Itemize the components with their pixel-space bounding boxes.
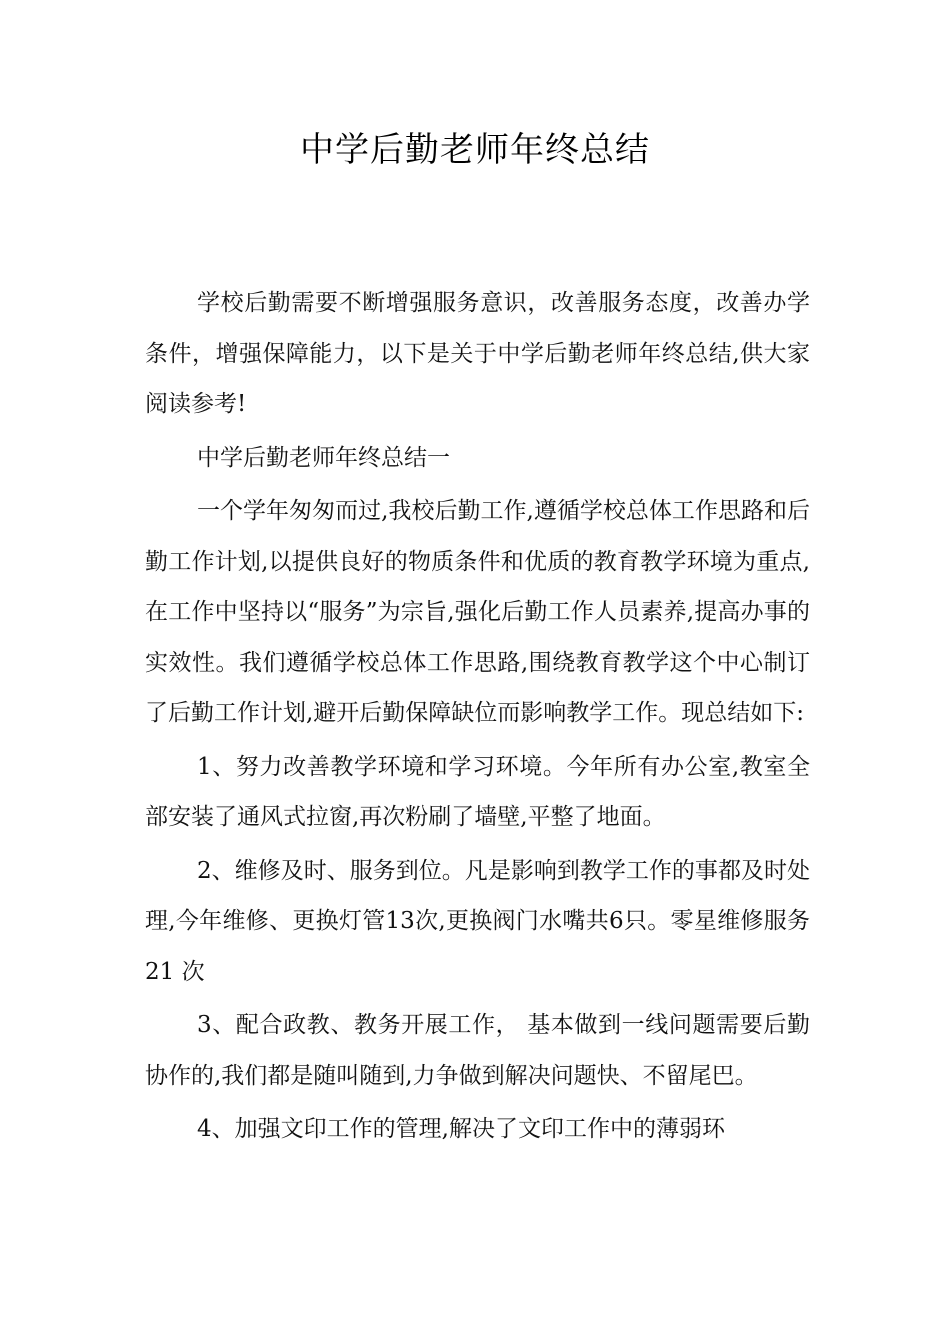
document-title: 中学后勤老师年终总结 [300,130,650,170]
list-item-2: 2、维修及时、服务到位。凡是影响到教学工作的事都及时处理,今年维修、更换灯管13次,更换阀门水嘴共6只。零星维修服务21 次 [145,857,810,985]
document-body [145,278,810,1155]
list-item-4: 4、加强文印工作的管理,解决了文印工作中的薄弱环 [197,1116,725,1142]
intro-paragraph: 学校后勤需要不断增强服务意识，改善服务态度，改善办学条件，增强保障能力，以下是关于中学后勤老师年终总结,供大家阅读参考! [145,290,810,417]
section-heading: 中学后勤老师年终总结一 [197,444,450,471]
summary-paragraph: 一个学年匆匆而过,我校后勤工作,遵循学校总体工作思路和后勤工作计划,以提供良好的物质条件和优质的教育教学环境为重点,在工作中坚持以“服务”为宗旨,强化后勤工作人员素养,提高办事的实效性。我们遵循学校总体工作思路,围绕教育教学这个中心制订了后勤工作计划,避开后勤保障缺位而影响教学工作。现总结如下: [145,498,810,726]
list-item-1: 1、努力改善教学环境和学习环境。今年所有办公室,教室全部安装了通风式拉窗,再次粉刷了墙壁,平整了地面。 [145,753,810,830]
list-item-3: 3、配合政教、教务开展工作， 基本做到一线问题需要后勤协作的,我们都是随叫随到,力争做到解决问题快、不留尾巴。 [145,1012,810,1089]
